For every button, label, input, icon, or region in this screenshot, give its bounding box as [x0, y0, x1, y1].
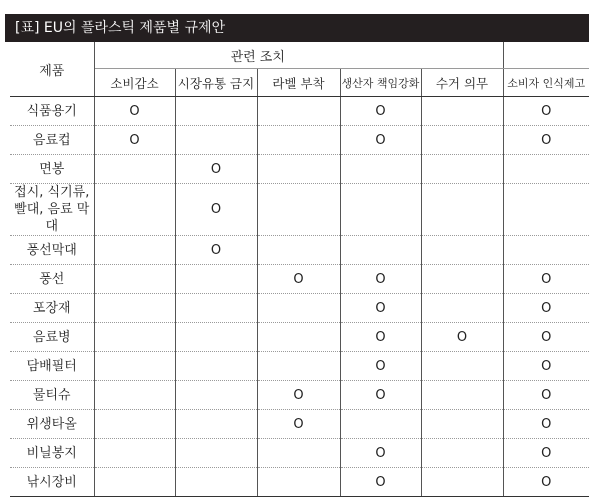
measure-mark	[421, 184, 503, 236]
table-row	[10, 155, 589, 184]
table-row	[10, 265, 589, 294]
measures-group-spacer	[421, 42, 503, 69]
measures-group-spacer	[503, 42, 589, 69]
measure-mark: O	[503, 323, 589, 352]
measure-mark	[421, 439, 503, 468]
measure-mark	[421, 381, 503, 410]
measure-mark	[257, 236, 340, 265]
measure-mark	[94, 323, 175, 352]
measure-mark	[94, 265, 175, 294]
table-row	[10, 410, 589, 439]
measure-mark: O	[340, 439, 421, 468]
product-name: 비닐봉지	[10, 439, 94, 468]
table-row	[10, 352, 589, 381]
measure-mark	[94, 410, 175, 439]
table-row	[10, 236, 589, 265]
measure-mark	[94, 155, 175, 184]
measure-mark: O	[340, 381, 421, 410]
product-name: 식품용기	[10, 97, 94, 126]
measure-mark	[94, 236, 175, 265]
measure-mark	[257, 323, 340, 352]
measure-mark	[257, 97, 340, 126]
product-name: 접시, 식기류, 빨대, 음료 막대	[10, 184, 94, 236]
measure-header-producer-responsibility: 생산자 책임강화	[340, 69, 421, 97]
measure-mark: O	[421, 323, 503, 352]
product-name: 낚시장비	[10, 468, 94, 497]
table-title: [표] EU의 플라스틱 제품별 규제안	[5, 14, 589, 42]
measure-mark: O	[340, 265, 421, 294]
measure-mark: O	[340, 126, 421, 155]
measure-mark: O	[340, 468, 421, 497]
measure-header-labeling: 라벨 부착	[257, 69, 340, 97]
measure-mark	[503, 155, 589, 184]
measure-mark	[94, 439, 175, 468]
measure-mark	[503, 236, 589, 265]
table-row	[10, 381, 589, 410]
measure-mark	[94, 352, 175, 381]
measure-mark: O	[340, 352, 421, 381]
regulation-table	[10, 42, 589, 497]
measure-mark	[257, 352, 340, 381]
header-row-top	[10, 42, 589, 69]
measure-mark	[175, 294, 257, 323]
table-row	[10, 184, 589, 236]
header-row-measures	[10, 69, 589, 97]
product-name: 풍선막대	[10, 236, 94, 265]
measure-mark: O	[94, 126, 175, 155]
measure-mark	[421, 265, 503, 294]
measure-mark	[421, 97, 503, 126]
measure-mark: O	[340, 323, 421, 352]
measure-mark	[421, 126, 503, 155]
measure-mark	[257, 126, 340, 155]
product-name: 물티슈	[10, 381, 94, 410]
table-row	[10, 126, 589, 155]
measure-mark	[175, 126, 257, 155]
product-name: 음료병	[10, 323, 94, 352]
measure-mark	[421, 352, 503, 381]
measure-mark	[175, 381, 257, 410]
measure-mark	[94, 468, 175, 497]
product-name: 포장재	[10, 294, 94, 323]
measure-mark	[257, 184, 340, 236]
measure-mark: O	[257, 265, 340, 294]
table-row	[10, 97, 589, 126]
measure-mark: O	[503, 410, 589, 439]
measure-mark	[175, 265, 257, 294]
measure-mark: O	[257, 381, 340, 410]
measure-mark: O	[503, 468, 589, 497]
measure-mark	[175, 410, 257, 439]
measure-header-market-ban: 시장유통 금지	[175, 69, 257, 97]
product-name: 위생타올	[10, 410, 94, 439]
measure-mark	[257, 294, 340, 323]
measure-mark: O	[257, 410, 340, 439]
measure-mark	[175, 97, 257, 126]
measure-mark	[175, 323, 257, 352]
measure-header-collection-duty: 수거 의무	[421, 69, 503, 97]
measure-mark	[94, 294, 175, 323]
measure-mark: O	[503, 381, 589, 410]
product-name: 담배필터	[10, 352, 94, 381]
table-row	[10, 294, 589, 323]
measure-mark: O	[340, 294, 421, 323]
product-column-header: 제품	[10, 42, 94, 97]
measure-mark: O	[94, 97, 175, 126]
measure-mark	[94, 381, 175, 410]
measure-mark	[257, 439, 340, 468]
measure-mark	[340, 236, 421, 265]
measure-mark	[340, 410, 421, 439]
measure-mark: O	[340, 97, 421, 126]
measure-mark: O	[503, 439, 589, 468]
measure-mark	[175, 352, 257, 381]
measure-header-consumer-awareness: 소비자 인식제고	[503, 69, 589, 97]
measure-mark: O	[503, 265, 589, 294]
measure-mark: O	[503, 126, 589, 155]
measures-group-header: 관련 조치	[94, 42, 421, 69]
measure-mark: O	[503, 97, 589, 126]
measure-mark	[94, 184, 175, 236]
product-name: 풍선	[10, 265, 94, 294]
measure-mark	[421, 294, 503, 323]
measure-mark	[257, 155, 340, 184]
table-row	[10, 468, 589, 497]
measure-mark: O	[503, 294, 589, 323]
measure-mark: O	[175, 184, 257, 236]
table-row	[10, 323, 589, 352]
measure-mark: O	[175, 155, 257, 184]
measure-mark	[421, 410, 503, 439]
measure-mark	[175, 439, 257, 468]
measure-mark	[421, 155, 503, 184]
measure-header-consumption-reduction: 소비감소	[94, 69, 175, 97]
product-name: 면봉	[10, 155, 94, 184]
measure-mark: O	[503, 352, 589, 381]
measure-mark	[175, 468, 257, 497]
table-row	[10, 439, 589, 468]
measure-mark: O	[175, 236, 257, 265]
measure-mark	[421, 468, 503, 497]
measure-mark	[503, 184, 589, 236]
measure-mark	[340, 155, 421, 184]
measure-mark	[257, 468, 340, 497]
measure-mark	[340, 184, 421, 236]
product-name: 음료컵	[10, 126, 94, 155]
measure-mark	[421, 236, 503, 265]
